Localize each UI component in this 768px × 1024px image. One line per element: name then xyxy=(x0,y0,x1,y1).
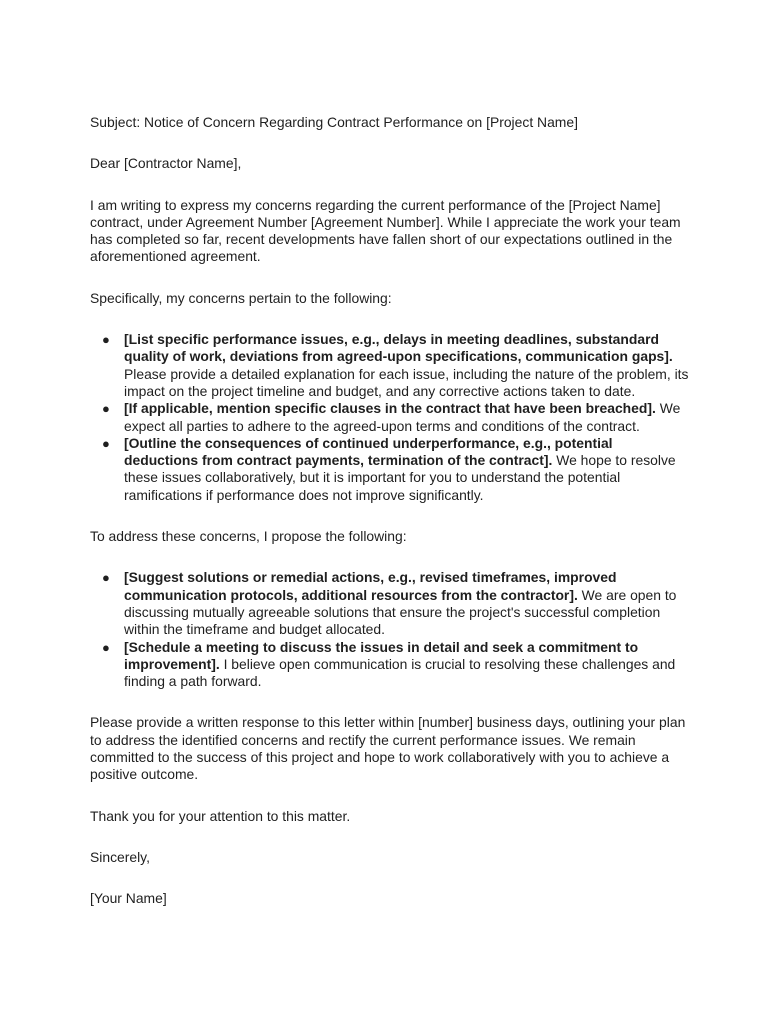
concerns-heading: Specifically, my concerns pertain to the following: xyxy=(90,289,392,306)
concern-text: Please provide a detailed explanation for each issue, including the nature of the problem, its impact on the project timeline and budget, and any corrective actions taken to date. xyxy=(124,365,689,399)
bullet-icon: ● xyxy=(102,401,110,417)
concern-text: We expect all parties to adhere to the agreed-upon terms and conditions of the contract. xyxy=(124,400,681,434)
bullet-icon: ● xyxy=(102,570,110,586)
salutation: Dear [Contractor Name], xyxy=(90,155,242,172)
list-item xyxy=(90,400,690,435)
concern-lead: [Outline the consequences of continued underperformance, e.g., potential deductions from contract payments, termination of the contract]. xyxy=(124,434,613,469)
letter-document xyxy=(90,114,690,908)
list-item xyxy=(90,639,690,691)
proposal-text: I believe open communication is crucial to resolving these challenges and finding a path forward. xyxy=(124,655,676,690)
concern-lead: [If applicable, mention specific clauses in the contract that have been breached]. xyxy=(124,400,656,417)
thanks-line: Thank you for your attention to this matter. xyxy=(90,807,351,824)
list-item xyxy=(90,331,690,400)
proposals-heading: To address these concerns, I propose the following: xyxy=(90,528,407,545)
bullet-icon: ● xyxy=(102,639,110,655)
subject-line: Subject: Notice of Concern Regarding Contract Performance on [Project Name] xyxy=(90,114,578,130)
bullet-icon: ● xyxy=(102,332,110,348)
concerns-list xyxy=(90,331,690,504)
proposals-list xyxy=(90,569,690,690)
list-item xyxy=(90,569,690,638)
signature-line: [Your Name] xyxy=(90,890,167,907)
concern-text: We hope to resolve these issues collaboratively, but it is important for you to understand the potential ramifications if performance does not improve significantly. xyxy=(124,452,676,503)
closing-line: Sincerely, xyxy=(90,848,150,865)
proposal-text: We are open to discussing mutually agreeable solutions that ensure the project's successful completion within the timeframe and budget allocated. xyxy=(124,586,677,638)
intro-paragraph: I am writing to express my concerns regarding the current performance of the [Project Name] contract, under Agreement Number [Agreement Number]. While I appreciate the work your team has completed so far, recent developments have fallen short of our expectations outlined in the aforementioned agreement. xyxy=(90,196,681,265)
proposal-lead: [Schedule a meeting to discuss the issues in detail and seek a commitment to improvement]. xyxy=(124,638,639,672)
concern-lead: [List specific performance issues, e.g., delays in meeting deadlines, substandard quality of work, deviations from agreed-upon specifications, communication gaps]. xyxy=(124,331,673,365)
proposal-lead: [Suggest solutions or remedial actions, e.g., revised timeframes, improved communication protocols, additional resources from the contractor]. xyxy=(124,569,617,603)
list-item xyxy=(90,435,690,504)
response-request-paragraph: Please provide a written response to this letter within [number] business days, outlining your plan to address the identified concerns and rectify the current performance issues. We remain committed to the success of this project and hope to work collaboratively with you to achieve a positive outcome. xyxy=(90,714,686,783)
bullet-icon: ● xyxy=(102,435,110,451)
